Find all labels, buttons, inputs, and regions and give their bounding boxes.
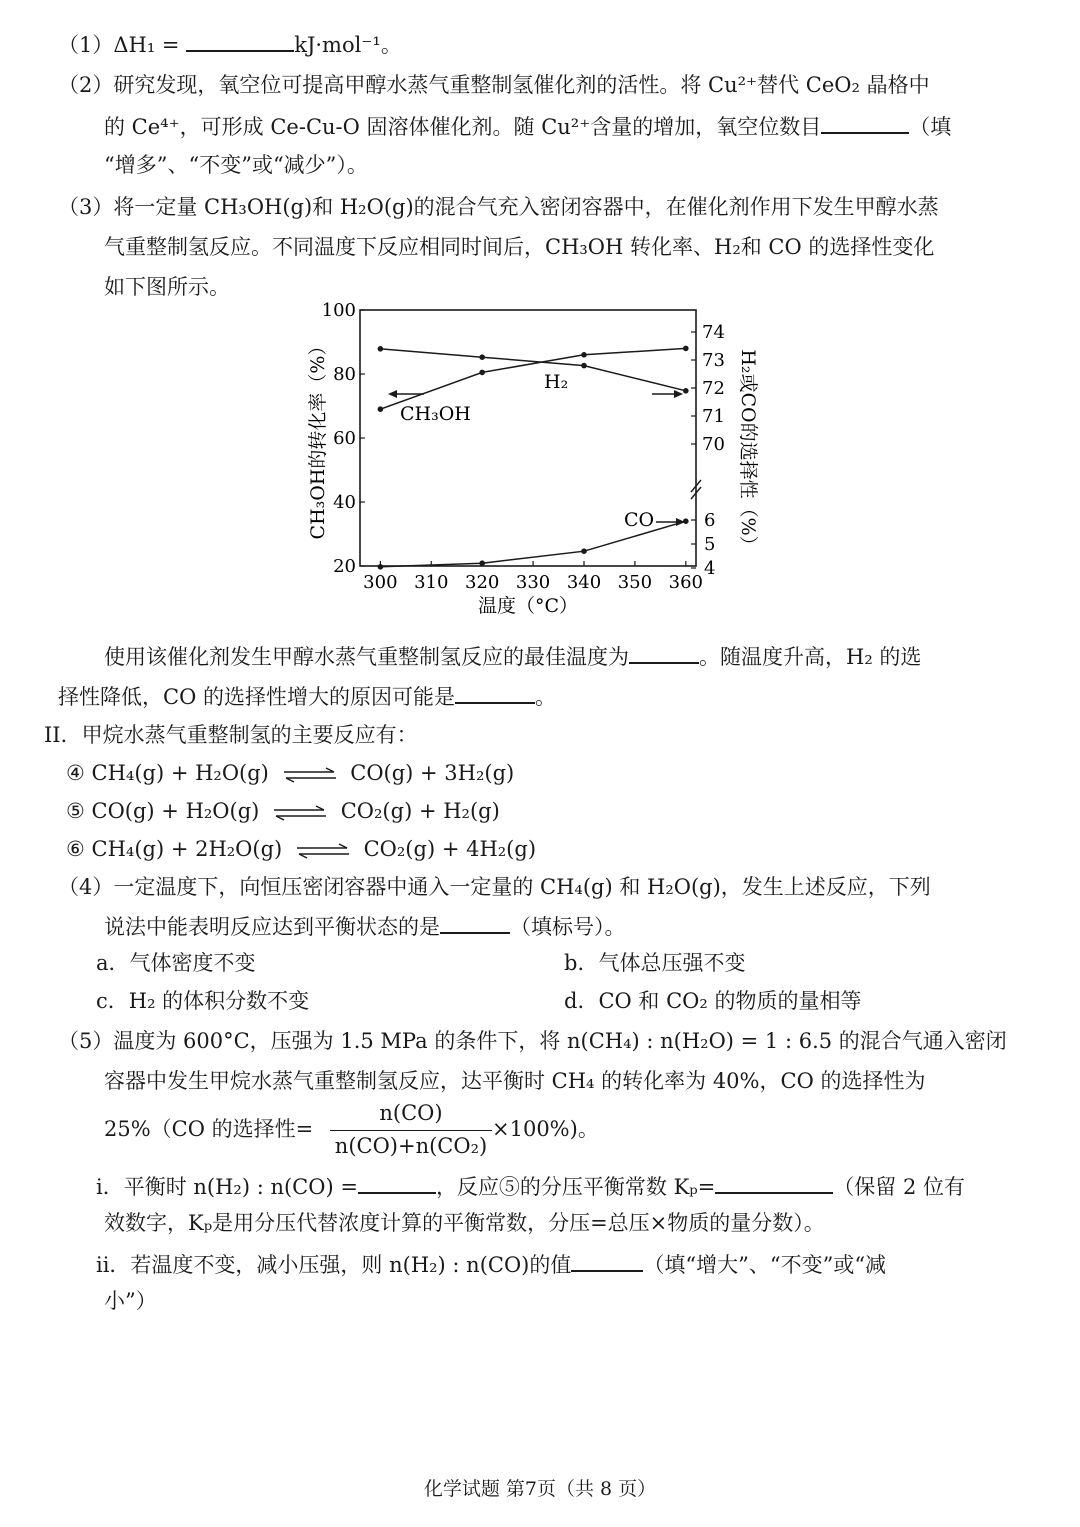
reaction-5-products: CO₂(g) + H₂(g) <box>340 799 500 823</box>
q5-line2: 容器中发生甲烷水蒸气重整制氢反应，达平衡时 CH₄ 的转化率为 40%，CO 的选择性为 <box>104 1069 926 1093</box>
q2-line3: “增多”、“不变”或“减少”）。 <box>104 153 368 177</box>
q2-line2-end: （填 <box>909 115 952 139</box>
x-tick-label: 300 <box>363 572 398 593</box>
q5-part-i-line1 <box>96 1170 965 1204</box>
q5-ii-text1: ii．若温度不变，减小压强，则 n(H₂) : n(CO)的值 <box>96 1253 572 1277</box>
x-tick-label: 360 <box>668 572 703 593</box>
q4-option-c[interactable]: c．H₂ 的体积分数不变 <box>96 989 310 1013</box>
q4-line2-end: （填标号）。 <box>510 915 626 939</box>
q3-line2: 气重整制氢反应。不同温度下反应相同时间后，CH₃OH 转化率、H₂和 CO 的选择性变化 <box>104 235 935 259</box>
data-point <box>479 560 485 566</box>
y-left-tick-label: 100 <box>321 300 356 321</box>
data-point <box>581 352 587 358</box>
reaction-4 <box>66 758 514 790</box>
formula-numerator: n(CO) <box>379 1101 443 1125</box>
series-line-1 <box>380 349 685 391</box>
series-label-h2: H₂ <box>544 371 569 393</box>
ch3oh-arrow <box>388 390 424 398</box>
q4-line2-text: 说法中能表明反应达到平衡状态的是 <box>104 915 440 939</box>
selectivity-formula <box>330 1098 492 1162</box>
answer-blank-q1[interactable] <box>186 28 294 52</box>
data-point <box>581 548 587 554</box>
reaction-6-reactants: CH₄(g) + 2H₂O(g) <box>91 837 283 861</box>
equilibrium-arrow-icon <box>295 843 351 859</box>
x-tick-label: 330 <box>515 572 551 593</box>
answer-blank-reason[interactable] <box>455 680 535 704</box>
series-label-ch3oh: CH₃OH <box>400 403 471 425</box>
q3-line3: 如下图所示。 <box>104 275 230 299</box>
answer-blank-h2-co-ratio[interactable] <box>358 1170 436 1194</box>
data-point <box>581 363 587 369</box>
q4-option-b[interactable]: b．气体总压强不变 <box>564 951 746 975</box>
x-tick-label: 320 <box>465 572 500 593</box>
data-point <box>378 406 384 412</box>
y-axis-left-label: CH₃OH的转化率（%） <box>307 336 329 540</box>
selectivity-chart <box>296 296 776 626</box>
question-1 <box>58 28 402 62</box>
q5-part-i-line2: 效数字，Kₚ是用分压代替浓度计算的平衡常数，分压=总压×物质的量分数）。 <box>104 1211 825 1235</box>
q5-line1: （5）温度为 600°C，压强为 1.5 MPa 的条件下，将 n(CH₄) : n(H₂O) = 1 : 6.5 的混合气通入密闭 <box>58 1029 1007 1053</box>
reaction-4-reactants: CH₄(g) + H₂O(g) <box>91 761 269 785</box>
q4-line2 <box>104 910 626 944</box>
answer-blank-best-temperature[interactable] <box>629 640 699 664</box>
data-point <box>683 518 689 524</box>
y-right-tick-label: 73 <box>702 350 725 371</box>
y-right-tick-label: 70 <box>702 434 725 455</box>
data-point <box>683 388 689 394</box>
q3-after-line1 <box>104 640 921 674</box>
y-left-tick-label: 80 <box>333 364 356 385</box>
reaction-6-number: ⑥ <box>66 837 85 861</box>
q5-i-text2: ，反应⑤的分压平衡常数 Kₚ= <box>435 1175 716 1199</box>
y-axis-right-label: H₂或CO的选择性（%） <box>737 349 759 555</box>
q3-after-text4: 。 <box>534 685 556 709</box>
y-right-tick-label: 5 <box>704 534 716 555</box>
answer-blank-q2[interactable] <box>821 110 909 134</box>
q5-i-text3: （保留 2 位有 <box>833 1175 966 1199</box>
formula-denominator: n(CO)+n(CO₂) <box>334 1133 488 1158</box>
y-right-tick-label: 6 <box>704 510 716 531</box>
section-2-title: II．甲烷水蒸气重整制氢的主要反应有： <box>44 723 418 747</box>
y-right-tick-label: 72 <box>702 378 725 399</box>
data-point <box>378 564 384 570</box>
q5-part-ii-line1 <box>96 1248 886 1282</box>
reaction-4-products: CO(g) + 3H₂(g) <box>350 761 515 785</box>
q5-line3-end: ×100%)。 <box>492 1117 599 1141</box>
y-right-tick-label: 71 <box>702 406 725 427</box>
x-tick-label: 310 <box>414 572 449 593</box>
answer-blank-q4[interactable] <box>440 910 510 934</box>
h2-arrow <box>652 390 683 398</box>
y-left-tick-label: 40 <box>333 492 356 513</box>
q3-after-line2 <box>58 680 556 714</box>
data-point <box>683 346 689 352</box>
q3-after-text3: 择性降低，CO 的选择性增大的原因可能是 <box>58 685 455 709</box>
q3-after-text2: 。随温度升高，H₂ 的选 <box>699 645 922 669</box>
q5-ii-text2: （填“增大”、“不变”或“减 <box>643 1253 887 1277</box>
data-point <box>479 354 485 360</box>
series-label-co: CO <box>624 509 655 531</box>
x-tick-label: 340 <box>566 572 602 593</box>
data-point <box>479 370 485 376</box>
reaction-5-number: ⑤ <box>66 799 85 823</box>
equilibrium-arrow-icon <box>282 767 338 783</box>
q2-line2-text: 的 Ce⁴⁺，可形成 Ce-Cu-O 固溶体催化剂。随 Cu²⁺含量的增加，氧空位数目 <box>104 115 822 139</box>
q2-line2 <box>104 110 951 144</box>
q4-option-a[interactable]: a．气体密度不变 <box>96 951 256 975</box>
co-arrow <box>656 518 685 526</box>
q3-line1: （3）将一定量 CH₃OH(g)和 H₂O(g)的混合气充入密闭容器中，在催化剂作用下发生甲醇水蒸 <box>58 195 939 219</box>
reaction-6-products: CO₂(g) + 4H₂(g) <box>363 837 537 861</box>
y-right-tick-label: 4 <box>704 558 716 579</box>
q1-unit: kJ·mol⁻¹。 <box>294 33 402 57</box>
reaction-6 <box>66 834 536 866</box>
y-left-tick-label: 20 <box>333 556 356 577</box>
equilibrium-arrow-icon <box>272 805 328 821</box>
q1-text: （1）ΔH₁ = <box>58 33 187 57</box>
x-axis-label: 温度（°C） <box>477 595 579 617</box>
q5-i-text1: i．平衡时 n(H₂) : n(CO) = <box>96 1175 358 1199</box>
q2-line1: （2）研究发现，氧空位可提高甲醇水蒸气重整制氢催化剂的活性。将 Cu²⁺替代 CeO₂ 晶格中 <box>58 73 930 97</box>
q4-option-d[interactable]: d．CO 和 CO₂ 的物质的量相等 <box>564 989 862 1013</box>
y-left-tick-label: 60 <box>333 428 356 449</box>
answer-blank-kp[interactable] <box>715 1170 833 1194</box>
reaction-4-number: ④ <box>66 761 85 785</box>
reaction-5 <box>66 796 500 828</box>
page-footer: 化学试题 第7页（共 8 页） <box>423 1478 657 1500</box>
data-point <box>378 346 384 352</box>
q5-part-ii-line2: 小”） <box>104 1289 157 1313</box>
y-right-tick-label: 74 <box>702 322 725 343</box>
answer-blank-pressure-effect[interactable] <box>571 1248 643 1272</box>
reaction-5-reactants: CO(g) + H₂O(g) <box>91 799 260 823</box>
q3-after-text1: 使用该催化剂发生甲醇水蒸气重整制氢反应的最佳温度为 <box>104 645 629 669</box>
q5-line3-text: 25%（CO 的选择性= <box>104 1117 314 1141</box>
x-tick-label: 350 <box>617 572 653 593</box>
series-lines <box>378 346 689 570</box>
q4-line1: （4）一定温度下，向恒压密闭容器中通入一定量的 CH₄(g) 和 H₂O(g)，发生上述反应，下列 <box>58 875 931 899</box>
